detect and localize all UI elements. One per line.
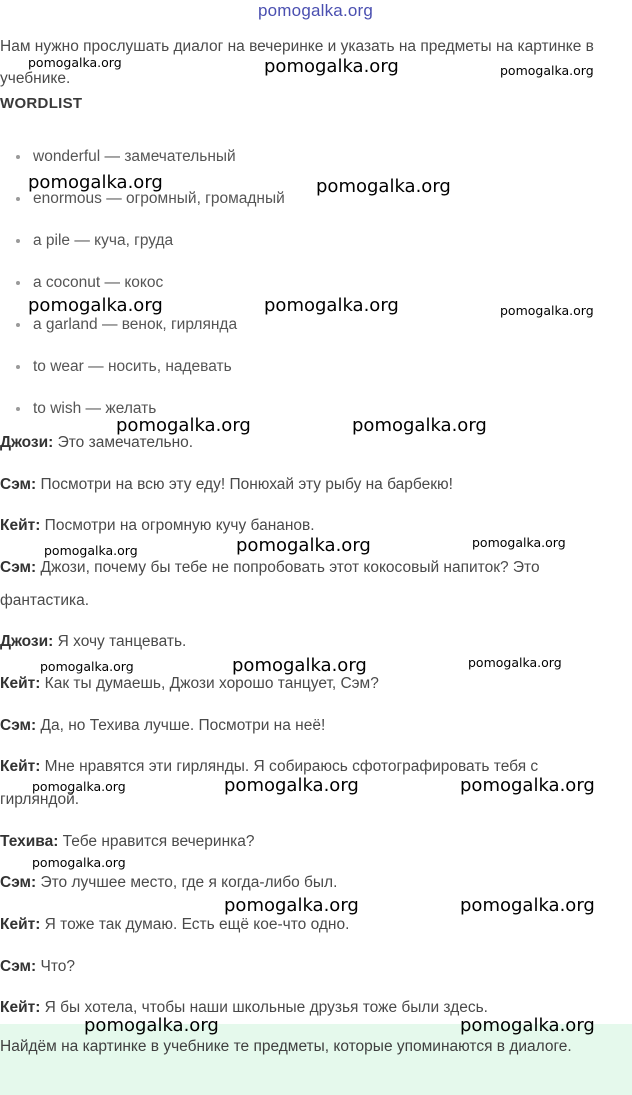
wordlist-item-wish: to wish — желать	[0, 395, 285, 437]
watermark: pomogalka.org	[316, 176, 451, 197]
dialogue-text: Это лучшее место, где я когда-либо был.	[36, 874, 338, 892]
speaker-name: Сэм:	[0, 957, 37, 975]
watermark: pomogalka.org	[40, 659, 134, 674]
dialogue-text: Что?	[36, 957, 75, 975]
watermark: pomogalka.org	[236, 535, 371, 556]
speaker-name: Кейт:	[0, 758, 41, 776]
wordlist-item-wonderful: wonderful — замечательный	[0, 143, 285, 185]
watermark: pomogalka.org	[116, 415, 251, 436]
watermark: pomogalka.org	[264, 56, 399, 77]
speaker-name: Сэм:	[0, 716, 37, 734]
dialogue-line	[0, 426, 600, 459]
watermark: pomogalka.org	[500, 303, 594, 318]
dialogue-line	[0, 825, 600, 858]
dialogue-text: Я хочу танцевать.	[53, 633, 187, 651]
dialogue-text: Это замечательно.	[53, 434, 194, 451]
wordlist-item-coconut: a coconut — кокос	[0, 269, 285, 311]
watermark: pomogalka.org	[224, 895, 359, 916]
watermark: pomogalka.org	[224, 775, 359, 796]
watermark: pomogalka.org	[28, 295, 163, 316]
watermark: pomogalka.org	[468, 655, 562, 670]
speaker-name: Сэм:	[0, 874, 37, 892]
dialogue-text: Я бы хотела, чтобы наши школьные друзья тоже были здесь.	[40, 999, 488, 1017]
dialogue-text: Джози, почему бы тебе не попробовать этот кокосовый напиток? Это фантастика.	[0, 558, 540, 609]
wordlist-heading: WORDLIST	[0, 95, 83, 112]
watermark: pomogalka.org	[264, 295, 399, 316]
dialogue-line	[0, 468, 600, 501]
dialogue-text: Я тоже так думаю. Есть ещё кое-что одно.	[40, 915, 350, 933]
wordlist-item-enormous: enormous — огромный, громадный	[0, 185, 285, 227]
speaker-name: Кейт:	[0, 999, 41, 1017]
speaker-name: Кейт:	[0, 915, 41, 933]
watermark: pomogalka.org	[232, 655, 367, 676]
dialogue-line	[0, 709, 600, 742]
watermark: pomogalka.org	[460, 895, 595, 916]
speaker-name: Техива:	[0, 832, 59, 850]
dialogue-text: Да, но Техива лучше. Посмотри на неё!	[36, 716, 326, 734]
watermark: pomogalka.org	[472, 535, 566, 550]
speaker-name: Сэм:	[0, 475, 37, 493]
watermark: pomogalka.org	[32, 855, 126, 870]
speaker-name: Джози:	[0, 633, 54, 651]
dialogue-text: Посмотри на всю эту еду! Понюхай эту рыбу на барбекю!	[36, 475, 453, 493]
dialogue	[0, 426, 600, 1033]
speaker-name: Сэм:	[0, 558, 37, 576]
dialogue-text: Мне нравятся эти гирлянды. Я собираюсь сфотографировать тебя с гирляндой.	[0, 758, 539, 809]
watermark: pomogalka.org	[28, 172, 163, 193]
watermark: pomogalka.org	[352, 415, 487, 436]
watermark: pomogalka.org	[500, 63, 594, 78]
conclusion-text: Найдём на картинке в учебнике те предметы, которые упоминаются в диалоге.	[0, 1038, 572, 1055]
speaker-name: Кейт:	[0, 674, 41, 692]
wordlist-item-wear: to wear — носить, надевать	[0, 353, 285, 395]
site-logo[interactable]: pomogalka.org	[258, 1, 374, 20]
dialogue-line	[0, 950, 600, 983]
watermark: pomogalka.org	[44, 543, 138, 558]
speaker-name: Джози:	[0, 434, 54, 451]
watermark: pomogalka.org	[28, 55, 122, 70]
watermark: pomogalka.org	[460, 1015, 595, 1036]
intro-text: Нам нужно прослушать диалог на вечеринке и указать на предметы на картинке в учебнике.	[0, 38, 594, 87]
dialogue-line	[0, 551, 600, 617]
dialogue-text: Тебе нравится вечеринка?	[58, 832, 255, 850]
wordlist-item-garland: a garland — венок, гирлянда	[0, 311, 285, 353]
watermark: pomogalka.org	[460, 775, 595, 796]
dialogue-text: Как ты думаешь, Джози хорошо танцует, Сэм?	[40, 674, 379, 692]
watermark: pomogalka.org	[32, 779, 126, 794]
wordlist-item-pile: a pile — куча, груда	[0, 227, 285, 269]
dialogue-line	[0, 625, 600, 658]
dialogue-text: Посмотри на огромную кучу бананов.	[40, 517, 315, 535]
speaker-name: Кейт:	[0, 517, 41, 535]
watermark: pomogalka.org	[84, 1015, 219, 1036]
